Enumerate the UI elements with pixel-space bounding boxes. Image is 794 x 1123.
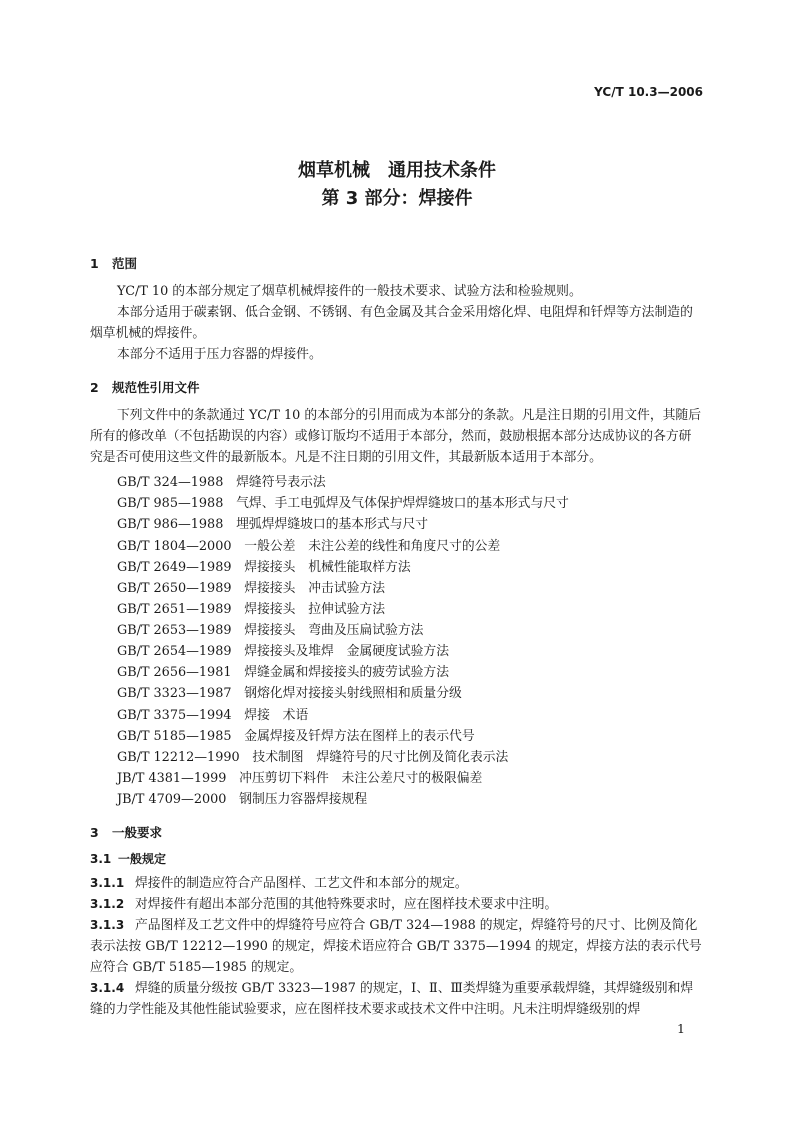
reference-item: GB/T 2649—1989 焊接接头 机械性能取样方法 (117, 560, 411, 575)
section-heading-normative-references (90, 378, 200, 396)
subsection-heading (90, 849, 704, 870)
section-number: 3 (90, 825, 99, 840)
reference-item: GB/T 985—1988 气焊、手工电弧焊及气体保护焊焊缝坡口的基本形式与尺寸 (117, 496, 569, 511)
section-number: 1 (90, 256, 99, 271)
reference-item: JB/T 4709—2000 钢制压力容器焊接规程 (117, 792, 368, 807)
section-number: 2 (90, 380, 99, 395)
clause-text: 焊接件的制造应符合产品图样、工艺文件和本部分的规定。 (135, 876, 468, 891)
reference-item: GB/T 12212—1990 技术制图 焊缝符号的尺寸比例及简化表示法 (117, 750, 509, 765)
reference-item: GB/T 2650—1989 焊接接头 冲击试验方法 (117, 581, 386, 596)
clause-number: 3.1.2 (90, 897, 125, 911)
reference-item: GB/T 986—1988 埋弧焊焊缝坡口的基本形式与尺寸 (117, 517, 429, 532)
page-number: 1 (677, 1021, 685, 1036)
clause-number: 3.1.1 (90, 876, 125, 890)
paragraph: 本部分适用于碳素钢、低合金钢、不锈钢、有色金属及其合金采用熔化焊、电阻焊和钎焊等方法制造的烟草机械的焊接件。 (90, 305, 693, 341)
paragraph: YC/T 10 的本部分规定了烟草机械焊接件的一般技术要求、试验方法和检验规则。 (117, 284, 582, 299)
section-heading-general-requirements (90, 823, 162, 841)
clause (90, 873, 704, 894)
standard-code: YC/T 10.3—2006 (594, 85, 703, 99)
reference-item: JB/T 4381—1999 冲压剪切下料件 未注公差尺寸的极限偏差 (117, 771, 483, 786)
clause-number: 3.1.3 (90, 918, 125, 932)
clause-text: 对焊接件有超出本部分范围的其他特殊要求时，应在图样技术要求中注明。 (135, 897, 558, 912)
clause-number: 3.1 (90, 852, 112, 866)
reference-item: GB/T 2654—1989 焊接接头及堆焊 金属硬度试验方法 (117, 644, 450, 659)
subsection-title: 一般规定 (118, 852, 167, 866)
document-title: 烟草机械 通用技术条件 (298, 160, 496, 181)
section-title: 规范性引用文件 (112, 380, 200, 395)
reference-item: GB/T 3323—1987 钢熔化焊对接接头射线照相和质量分级 (117, 686, 462, 701)
reference-item: GB/T 324—1988 焊缝符号表示法 (117, 475, 326, 490)
clause (90, 894, 704, 915)
reference-item: GB/T 1804—2000 一般公差 未注公差的线性和角度尺寸的公差 (117, 539, 501, 554)
clause-text: 焊缝的质量分级按 GB/T 3323—1987 的规定，Ⅰ、Ⅱ、Ⅲ类焊缝为重要承载焊缝，其焊缝级别和焊缝的力学性能及其他性能试验要求，应在图样技术要求或技术文件中注明。凡未注明焊缝级别的焊 (90, 981, 694, 1017)
reference-item: GB/T 2651—1989 焊接接头 拉伸试验方法 (117, 602, 386, 617)
section-title: 一般要求 (112, 825, 163, 840)
clause-text: 产品图样及工艺文件中的焊缝符号应符合 GB/T 324—1988 的规定，焊缝符号的尺寸、比例及简化表示法按 GB/T 12212—1990 的规定，焊接术语应符合 GB/T 3375—1994 的规定，焊接方法的表示代号应符合 GB/T 5185—1985 的规定。 (90, 918, 702, 975)
paragraph: 本部分不适用于压力容器的焊接件。 (117, 347, 322, 362)
reference-item: GB/T 2656—1981 焊缝金属和焊接接头的疲劳试验方法 (117, 665, 450, 680)
section-heading-scope (90, 254, 137, 272)
paragraph: 下列文件中的条款通过 YC/T 10 的本部分的引用而成为本部分的条款。凡是注日期的引用文件，其随后所有的修改单（不包括勘误的内容）或修订版均不适用于本部分，然而，鼓励根据本部分达成协议的各方研究是否可使用这些文件的最新版本。凡是不注日期的引用文件，其最新版本适用于本部分。 (90, 408, 702, 465)
section-title: 范围 (112, 256, 138, 271)
clause (90, 978, 704, 1020)
clause-number: 3.1.4 (90, 981, 125, 995)
reference-item: GB/T 2653—1989 焊接接头 弯曲及压扁试验方法 (117, 623, 424, 638)
reference-item: GB/T 3375—1994 焊接 术语 (117, 708, 309, 723)
clause (90, 915, 704, 978)
reference-item: GB/T 5185—1985 金属焊接及钎焊方法在图样上的表示代号 (117, 729, 475, 744)
document-subtitle: 第 3 部分：焊接件 (321, 188, 473, 209)
